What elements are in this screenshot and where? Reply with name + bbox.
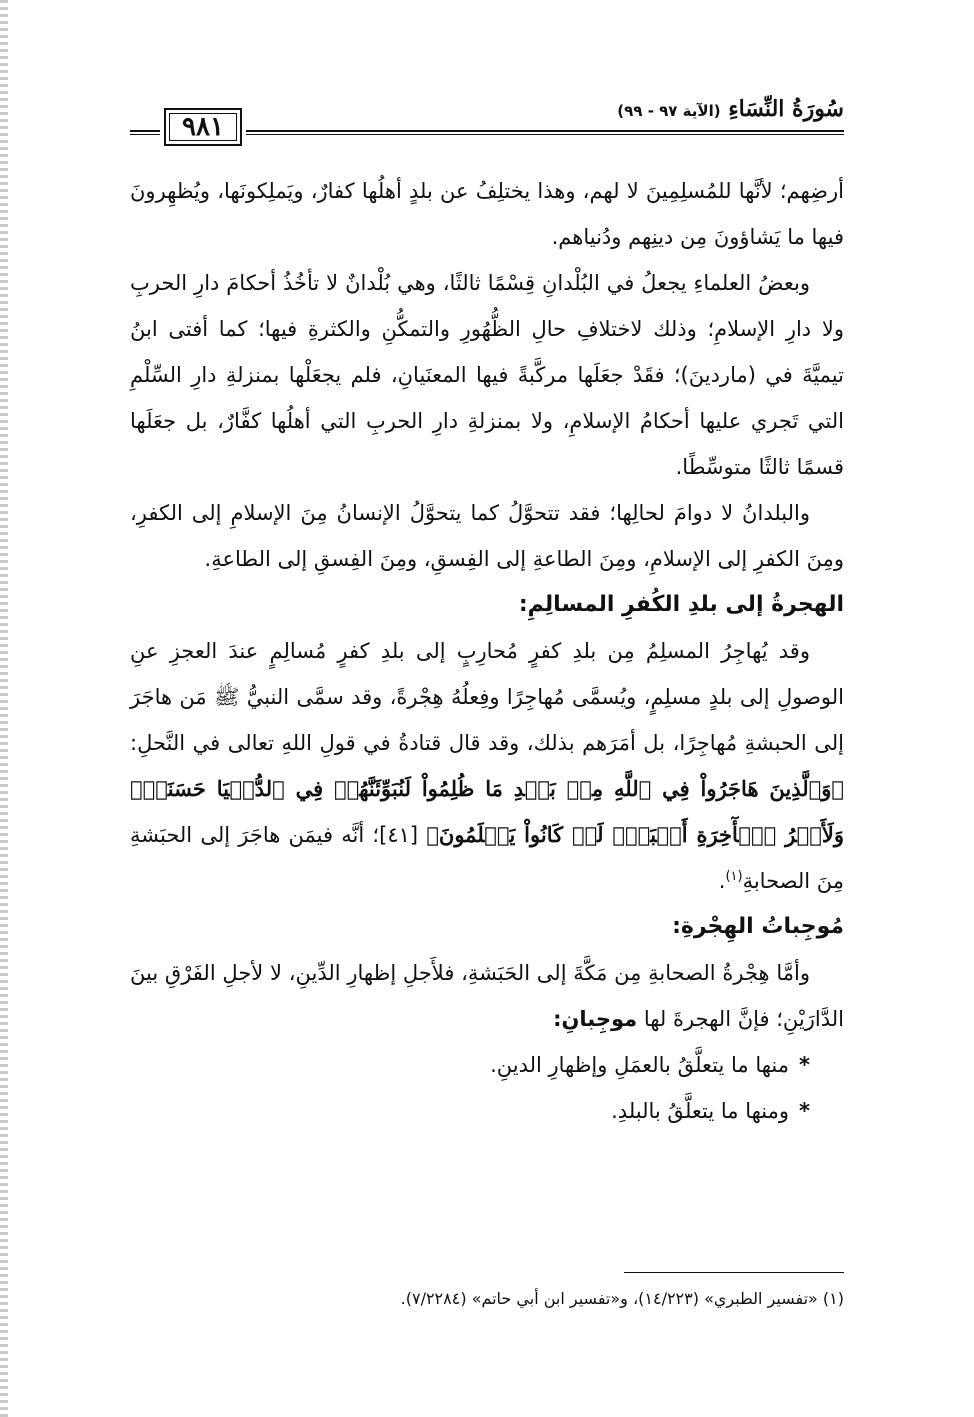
page-number-box [164,108,242,146]
paragraph-4-end: . [718,869,726,893]
paragraph-4-continuation: [٤١]؛ أنَّه فيمَن هاجَرَ إلى الحبَشةِ مِنَ الصحابةِ [130,823,844,893]
paragraph-2: وبعضُ العلماءِ يجعلُ في البُلْدانِ قِسْمًا ثالثًا، وهي بُلْدانٌ لا تأخُذُ أحكامَ دارِ الحربِ ولا دارِ الإسلامِ؛ وذلك لاختلافِ حالِ الظُّهُورِ والتمكُّنِ والكثرةِ فيها؛ كما أفتى ابنُ تيميَّةَ في (ماردينَ)؛ فقَدْ جعَلَها مركَّبةً فيها المعنَيانِ، فلم يجعَلْها بمنزلةِ دارِ السِّلْمِ التي تَجري عليها أحكامُ الإسلامِ، ولا بمنزلةِ دارِ الحربِ التي أهلُها كفَّارٌ، بل جعَلَها قسمًا ثالثًا متوسِّطًا. [130,271,844,479]
bullet-item-text: ومنها ما يتعلَّقُ بالبلدِ. [611,1099,790,1123]
main-text [130,168,844,1134]
paragraph-3: والبلدانُ لا دوامَ لحالِها؛ فقد تتحوَّلُ كما يتحوَّلُ الإنسانُ مِنَ الإسلامِ إلى الكفرِ، ومِنَ الكفرِ إلى الإسلامِ، ومِنَ الطاعةِ إلى الفِسقِ، ومِنَ الفِسقِ إلى الطاعةِ. [130,501,844,571]
bullet-item [130,1088,844,1134]
scan-edge [0,0,8,1417]
header-rule-left [130,130,160,135]
bullet-item-text: منها ما يتعلَّقُ بالعمَلِ وإظهارِ الدينِ. [490,1053,790,1077]
paragraph-1: أرضِهم؛ لأنَّها للمُسلِمِينَ لا لهم، وهذا يختلِفُ عن بلدٍ أهلُها كفارٌ، ويَملِكونَها، ويُظهِرونَ فيها ما يَشاؤونَ مِن دينِهم ودُنياهم. [130,179,844,249]
surah-title [617,96,844,122]
surah-name: سُورَةُ النِّسَاءِ [728,96,844,122]
footnote: (١) «تفسير الطبري» (١٤/٢٢٣)، و«تفسير ابن أبي حاتم» (٧/٢٢٨٤). [400,1289,844,1308]
footnote-reference: (١) [725,869,743,884]
page-header [130,96,844,154]
bullet-item [130,1042,844,1088]
asterisk-icon: * [799,1053,810,1077]
asterisk-icon: * [799,1099,810,1123]
paragraph-4-text: وقد يُهاجِرُ المسلِمُ مِن بلدِ كفرٍ مُحارِبٍ إلى بلدِ كفرٍ مُسالِمٍ عندَ العجزِ عنِ الوصولِ إلى بلدٍ مسلِمٍ، ويُسمَّى مُهاجِرًا وفِعلُهُ هِجْرةً، وقد سمَّى النبيُّ ﷺ مَن هاجَرَ إلى الحبشةِ مُهاجِرًا، بل أمَرَهم بذلك، وقد قال قتادةُ في قولِ اللهِ تعالى في النَّحلِ: [130,639,844,755]
paragraph-5-text: وأمَّا هِجْرةُ الصحابةِ مِن مَكَّةَ إلى الحَبَشةِ، فلأَجلِ إظهارِ الدِّينِ، لا لأجلِ الفَرْقِ بينَ الدَّارَيْنِ؛ فإنَّ الهجرةَ لها [130,961,844,1031]
paragraph-5 [130,950,844,1042]
section-heading-hijra-causes: مُوجِباتُ الهِجْرةِ: [672,914,844,939]
ayah-range: (الآية ٩٧ - ٩٩) [617,102,721,120]
section-heading-hijra-to-peaceful-land: الهجرةُ إلى بلدِ الكُفرِ المسالِمِ: [518,592,844,617]
quran-verse: ﴿وَٱلَّذِينَ هَاجَرُواْ فِي ٱللَّهِ مِنۢ بَعۡدِ مَا ظُلِمُواْ لَنُبَوِّئَنَّهُمۡ فِي ٱلدُّنۡيَا حَسَنَةٗۖ وَلَأَجۡرُ ٱلۡأٓخِرَةِ أَكۡبَرُۚ لَوۡ كَانُواْ يَعۡلَمُونَ﴾ [130,776,844,847]
page-number: ٩٨١ [182,112,224,142]
footnote-divider [624,1272,844,1273]
paragraph-5-bold: موجِبانِ: [553,1007,638,1031]
header-rule-right [246,130,844,135]
paragraph-4 [130,628,844,904]
